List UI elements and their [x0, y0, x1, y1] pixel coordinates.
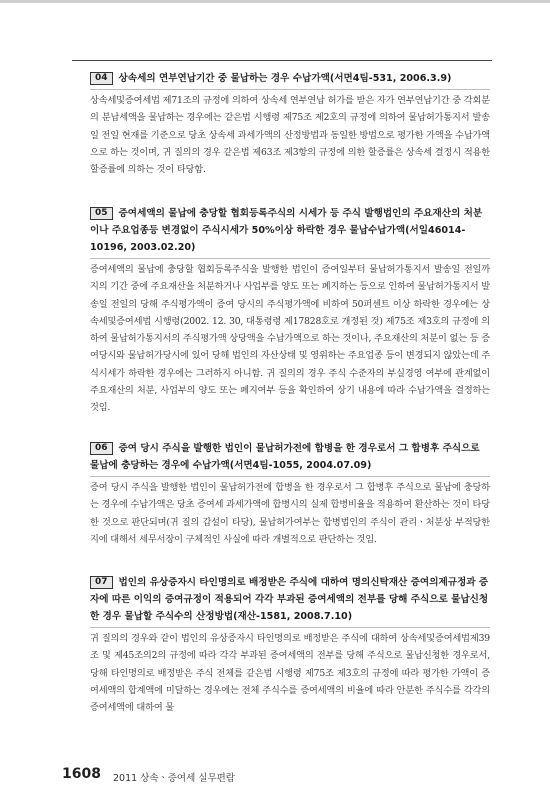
entry-title: 법인의 유상증자시 타인명의로 배정받은 주식에 대하여 명의신탁재산 증여의제규정과 증자에 따른 이익의 증여규정이 적용되어 각각 부과된 증여세액의 전부를 당해 주식으로 물납신청한 경우 물납할 주식수의 산정방법(재산-1581, 2008.7.10)	[90, 577, 489, 622]
entry-body: 귀 질의의 경우와 같이 법인의 유상증자시 타인명의로 배정받은 주식에 대하여 상속세및증여세법제39조 및 제45조의2의 규정에 따라 각각 부과된 증여세액의 전부를 당해 주식으로 물납신청한 경우로서, 당해 타인명의로 배정받은 주식 전체를 같은법 시행령 제75조 제3호의 규정에 따라 평가한 가액이 증여세액의 합계액에 미달하는 경우에는 전체 주식수를 증여세액의 비율에 따라 안분한 주식수를 각각의 증여세액에 대하여 물	[90, 633, 490, 714]
entry-number-badge: 06	[90, 442, 113, 455]
entry-number-badge: 07	[90, 576, 113, 589]
entry-heading	[90, 574, 490, 628]
top-rule	[72, 60, 492, 61]
entry-06	[90, 440, 490, 548]
entry-title: 증여세액의 물납에 충당할 협회등록주식의 시세가 등 주식 발행법인의 주요재산의 처분이나 주요업종등 변경없이 주식시세가 50%이상 하락한 경우 물납수납가액(서일46014-10196, 2003.02.20)	[90, 208, 483, 253]
entry-title: 증여 당시 주식을 발행한 법인이 물납허가전에 합병을 한 경우로서 그 합병후 주식으로 물납에 충당하는 경우에 수납가액(서면4팀-1055, 2004.07.09)	[90, 443, 480, 471]
entry-07	[90, 574, 490, 716]
entry-05	[90, 205, 490, 417]
book-title: 2011 상속ㆍ증여세 실무편람	[113, 773, 235, 784]
entry-heading	[90, 205, 490, 259]
entry-number-badge: 04	[90, 72, 113, 85]
entry-title: 상속세의 연부연납기간 중 물납하는 경우 수납가액(서면4팀-531, 2006.3.9)	[118, 73, 452, 84]
entry-body: 증여세액의 물납에 충당할 협회등록주식을 발행한 법인이 증여일부터 물납허가통지서 발송일 전일까지의 기간 중에 주요재산을 처분하거나 사업부를 양도 또는 폐지하는 등으로 인하여 물납허가통지서 발송일 전일의 당해 주식평가액이 증여 당시의 주식평가액에 비하여 50퍼센트 이상 하락한 경우에는 상속세및증여세법 시행령(2002. 12. 30, 대통령령 제17828호로 개정된 것) 제75조 제3호의 규정에 의하여 물납허가통지서의 주식평가액 상당액을 수납가액으로 하는 것이나, 주요재산의 처분이 없는 등 증여당시와 물납허가당시에 있어 당해 법인의 자산상태 및 영위하는 주요업종 등이 변경되지 않았는데 주식시세가 하락한 경우에는 그러하지 아니함. 귀 질의의 경우 주식 수준자의 부실경영 여부에 관계없이 주요재산의 처분, 사업부의 양도 또는 폐지여부 등을 확인하여 상기 내용에 따라 수납가액을 결정하는 것임.	[90, 264, 490, 414]
entry-heading	[90, 70, 490, 90]
header-decoration	[0, 0, 550, 36]
entry-body: 증여 당시 주식을 발행한 법인이 물납허가전에 합병을 한 경우로서 그 합병후 주식으로 물납에 충당하는 경우에 수납가액은 당초 증여세 과세가액에 합병시의 실제 합병비율을 적용하여 환산하는 것이 타당한 것으로 판단되며(귀 질의 갑설이 타당), 물납허가여부는 합병법인의 주식이 관리ㆍ처분상 부적당한지에 대해서 세무서장이 구체적인 사실에 따라 개별적으로 판단하는 것임.	[90, 482, 490, 545]
page-number: 1608	[62, 766, 101, 782]
entry-04	[90, 70, 490, 178]
entry-body: 상속세및증여세법 제71조의 규정에 의하여 상속세 연부연납 허가를 받은 자가 연부연납기간 중 각회분의 분납세액을 물납하는 경우에는 같은법 시행령 제75조 제2호의 규정에 의하여 물납허가통지서 발송일 전일 현재를 기준으로 당초 상속세 과세가액의 산정방법과 동일한 방법으로 평가한 가액을 수납가액으로 하는 것이며, 귀 질의의 경우 같은법 제63조 제3항의 규정에 의한 할증률은 상속세 결정시 적용한 할증률에 의하는 것이 타당함.	[90, 95, 490, 176]
entry-number-badge: 05	[90, 207, 113, 220]
entry-heading	[90, 440, 490, 477]
